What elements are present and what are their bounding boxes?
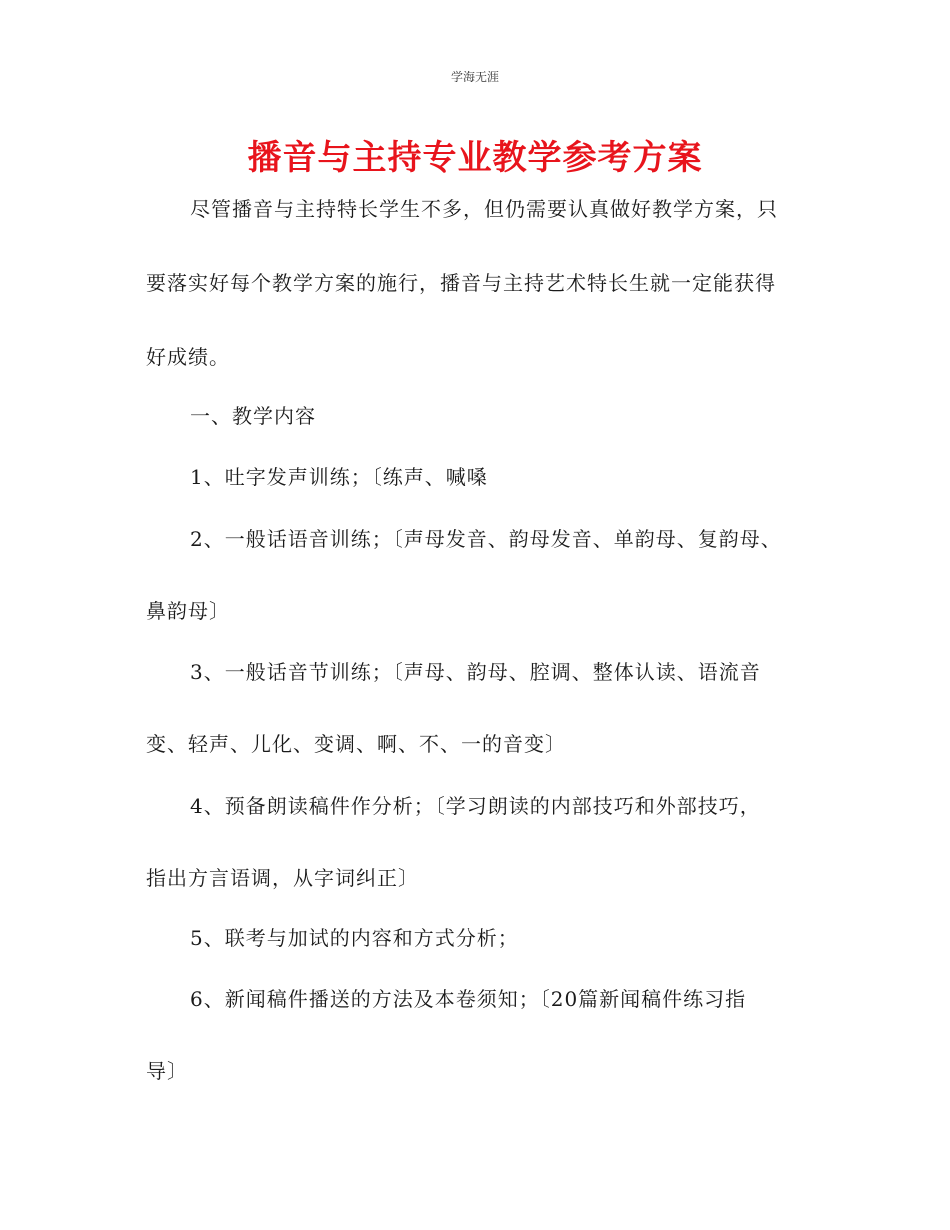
section-heading: 一、教学内容 — [190, 404, 316, 428]
list-item-4-line-1: 4、预备朗读稿件作分析；〔学习朗读的内部技巧和外部技巧， — [190, 794, 761, 818]
document-title: 播音与主持专业教学参考方案 — [247, 138, 703, 178]
list-item-2-line-1: 2、一般话语音训练；〔声母发音、韵母发音、单韵母、复韵母、 — [190, 527, 782, 551]
intro-paragraph-line-2: 要落实好每个教学方案的施行，播音与主持艺术特长生就一定能获得 — [146, 271, 776, 295]
intro-paragraph-line-3: 好成绩。 — [146, 345, 230, 369]
list-item-6-line-2: 导〕 — [146, 1059, 188, 1083]
list-item-1: 1、吐字发声训练；〔练声、喊嗓 — [190, 465, 488, 489]
page-header: 学海无涯 — [450, 70, 499, 84]
list-item-2-line-2: 鼻韵母〕 — [146, 599, 230, 623]
list-item-5: 5、联考与加试的内容和方式分析； — [190, 926, 519, 950]
list-item-6-line-1: 6、新闻稿件播送的方法及本卷须知；〔20篇新闻稿件练习指 — [190, 987, 747, 1011]
list-item-3-line-2: 变、轻声、儿化、变调、啊、不、一的音变〕 — [146, 732, 566, 756]
list-item-4-line-2: 指出方言语调，从字词纠正〕 — [146, 866, 419, 890]
list-item-3-line-1: 3、一般话音节训练；〔声母、韵母、腔调、整体认读、语流音 — [190, 660, 761, 684]
intro-paragraph-line-1: 尽管播音与主持特长学生不多，但仍需要认真做好教学方案，只 — [190, 197, 778, 221]
